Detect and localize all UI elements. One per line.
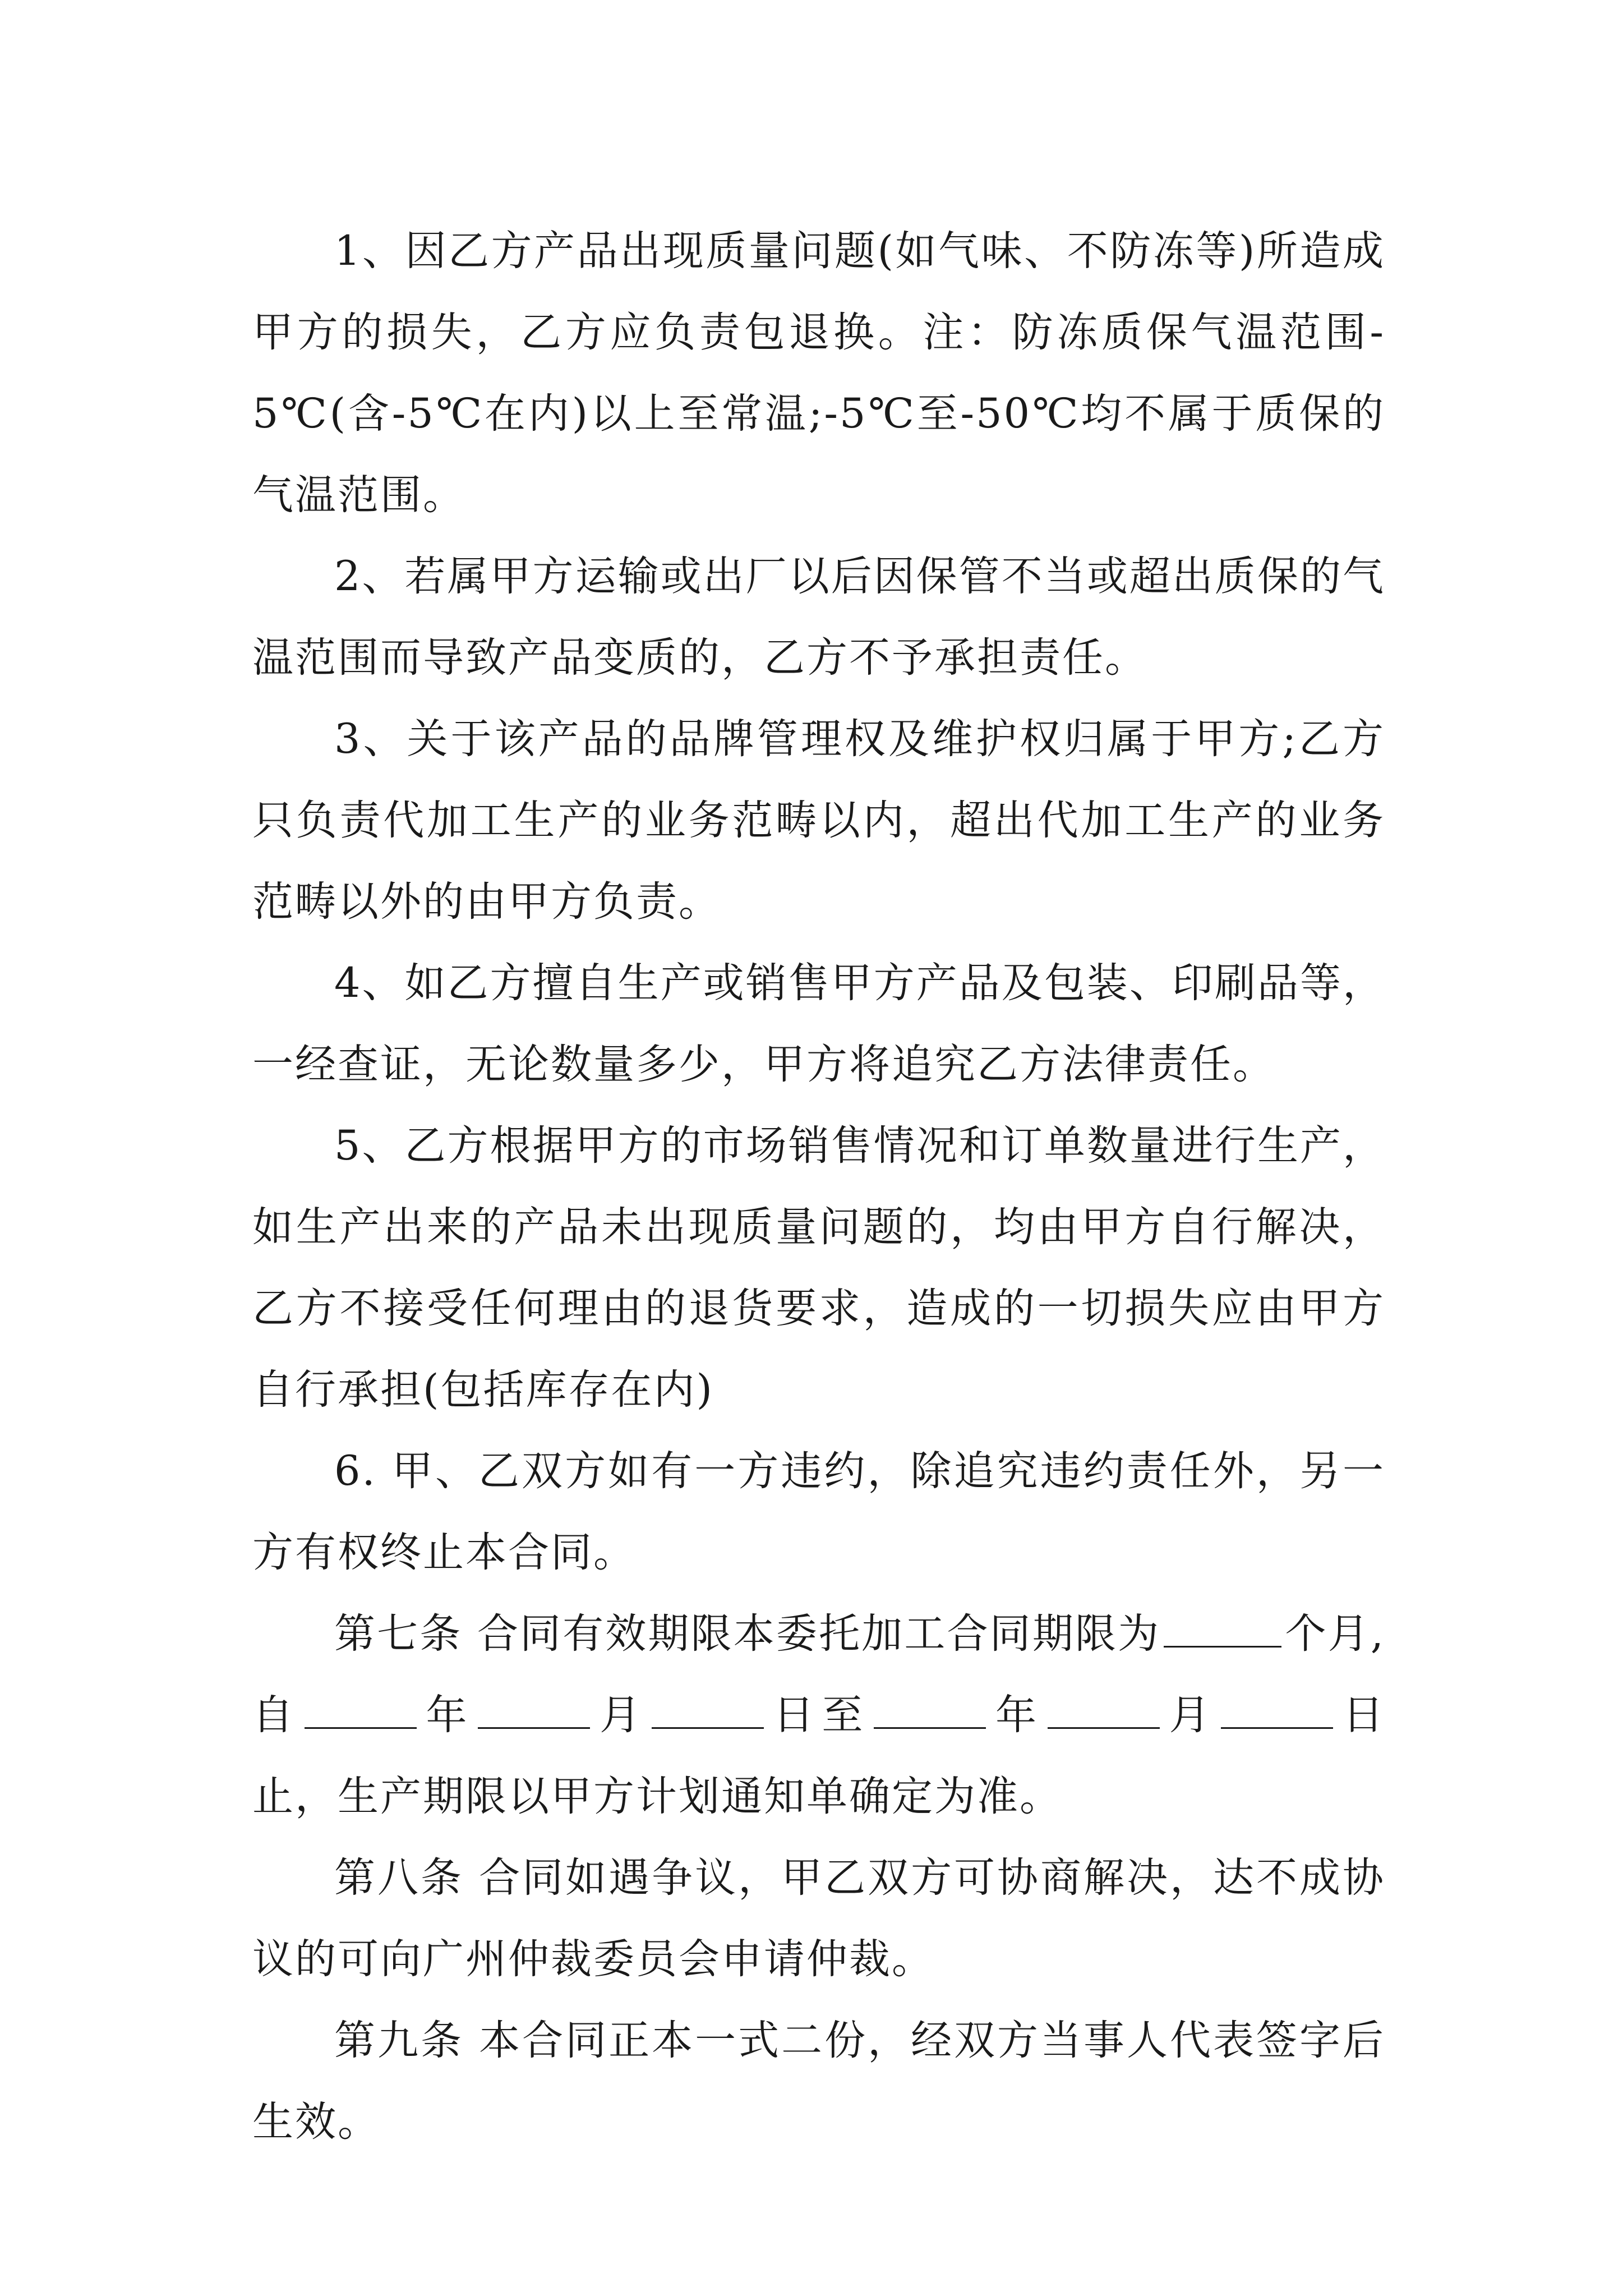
article-9: 第九条 本合同正本一式二份，经双方当事人代表签字后生效。: [252, 2017, 1385, 2146]
start-day-blank[interactable]: [652, 1694, 764, 1729]
clause-2: 2、若属甲方运输或出厂以后因保管不当或超出质保的气温范围而导致产品变质的，乙方不予承担责任。: [252, 553, 1385, 682]
clause-4: 4、如乙方擅自生产或销售甲方产品及包装、印刷品等，一经查证，无论数量多少，甲方将追究乙方法律责任。: [252, 959, 1385, 1088]
clause-3: 3、关于该产品的品牌管理权及维护权归属于甲方;乙方只负责代加工生产的业务范畴以内，超出代加工生产的业务范畴以外的由甲方负责。: [252, 715, 1385, 926]
article-7-text-2: 个月,自: [252, 1610, 1385, 1739]
article-7: [252, 1593, 1385, 1837]
article-7-text-5: 日至: [767, 1691, 871, 1739]
clause-6: 6. 甲、乙双方如有一方违约，除追究违约责任外，另一方有权终止本合同。: [252, 1447, 1385, 1576]
article-7-text-1: 第七条 合同有效期限本委托加工合同期限为: [334, 1610, 1161, 1658]
end-year-blank[interactable]: [874, 1694, 986, 1729]
start-year-blank[interactable]: [305, 1694, 417, 1729]
start-month-blank[interactable]: [478, 1694, 590, 1729]
term-months-blank[interactable]: [1164, 1612, 1281, 1648]
clause-5: 5、乙方根据甲方的市场销售情况和订单数量进行生产，如生产出来的产品未出现质量问题的，均由甲方自行解决，乙方不接受任何理由的退货要求，造成的一切损失应由甲方自行承担(包括库存在内): [252, 1122, 1385, 1414]
article-7-text-6: 年: [989, 1691, 1044, 1739]
article-7-text-8: 日止，生产期限以甲方计划通知单确定为准。: [252, 1691, 1386, 1820]
document-body: [252, 210, 1385, 2162]
article-7-text-7: 月: [1163, 1691, 1218, 1739]
end-month-blank[interactable]: [1048, 1694, 1160, 1729]
article-7-text-4: 月: [593, 1691, 648, 1739]
end-day-blank[interactable]: [1221, 1694, 1333, 1729]
article-7-text-3: 年: [419, 1691, 475, 1739]
article-8: 第八条 合同如遇争议，甲乙双方可协商解决，达不成协议的可向广州仲裁委员会申请仲裁。: [252, 1854, 1385, 1983]
clause-1: 1、因乙方产品出现质量问题(如气味、不防冻等)所造成甲方的损失，乙方应负责包退换。注：防冻质保气温范围-5℃(含-5℃在内)以上至常温;-5℃至-50℃均不属于质保的气温范围。: [252, 227, 1385, 519]
